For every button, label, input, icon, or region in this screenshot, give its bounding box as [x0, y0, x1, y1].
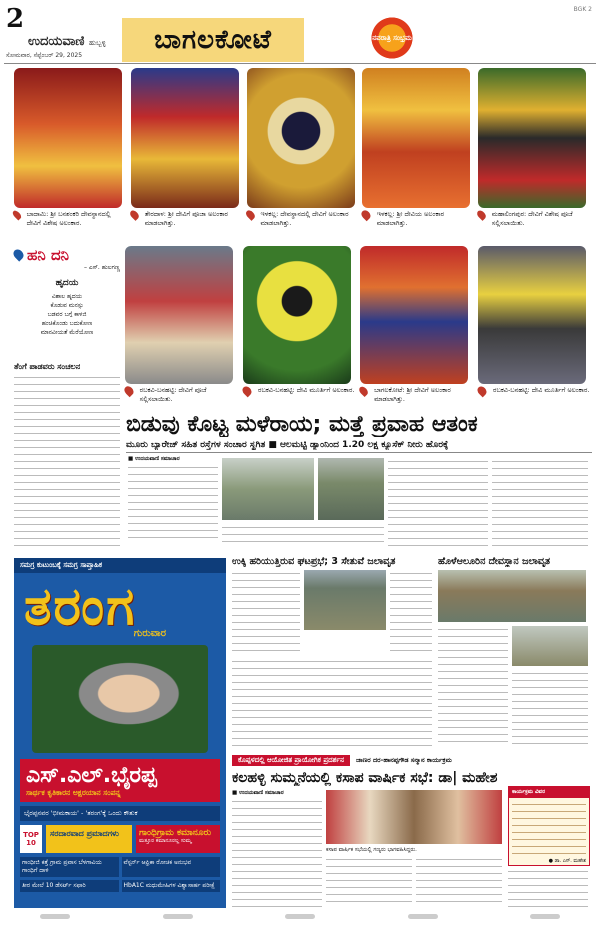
story2-col-1 [232, 570, 300, 654]
temple-photo-6 [125, 246, 233, 384]
reg-mark [40, 914, 70, 919]
ad-box-2-title: ಗಾಂಧಿಗ್ರಾಮ ಕಮಾನೂರು [139, 828, 212, 838]
main-rule [126, 452, 592, 453]
ad-name: ಎಸ್.ಎಲ್.ಭೈರಪ್ಪ [26, 763, 157, 788]
edition-sub: ಹುಬ್ಬಳ್ಳಿ [89, 39, 106, 47]
caption-text: ಮಹಾಲಿಂಗಪುರ: ದೇವಿಗೆ ವಿಶೇಷ ಪೂಜೆ ಸಲ್ಲಿಸಲಾಯಿತು. [491, 210, 573, 227]
location-pin-icon [128, 209, 140, 221]
temple-photo-8 [360, 246, 468, 384]
photo-caption-3 [247, 210, 359, 228]
story2-col-2 [232, 658, 432, 748]
bottom-col-3 [416, 856, 502, 908]
photo-caption-2 [131, 210, 243, 228]
paper-title: ಉದಯವಾಣಿ [28, 34, 85, 49]
location-pin-icon [11, 209, 22, 220]
caption-text: ಇಳಕಲ್ಲ: ದೇವಸ್ಥಾನದಲ್ಲಿ ದೇವಿಗೆ ಅಲಂಕಾರ ಮಾಡಲಾಗಿತ್ತು. [260, 210, 349, 227]
poem-line: ವಿಶಾಲ ಹೃದಯ [51, 293, 83, 300]
top10-badge: TOP 10 [20, 825, 42, 853]
ad-items [20, 857, 220, 892]
bottom-byline: ■ ಉದಯವಾಣಿ ಸಮಾಚಾರ [232, 790, 284, 796]
poem-line: ಮಾನವೀಯತೆ ಮೆರೆಯೋಣ [40, 329, 94, 336]
main-subhead: ಮೂರು ಬ್ಯಾರೇಜ್ ಸಹಿತ ರಸ್ತೆಗಳ ಸಂಚಾರ ಸ್ಥಗಿತ ■ ಆಲಮಟ್ಟಿ ಡ್ಯಾಂನಿಂದ 1.20 ಲಕ್ಷ ಕ್ಯೂಸೆಕ್ ನೀರು ಹೊರಕ್ಕೆ [126, 440, 449, 450]
poem-line: ಕೊಡುವ ಮನಸ್ಸು [50, 302, 84, 309]
location-pin-icon [123, 385, 135, 397]
reg-mark [163, 914, 193, 919]
info-box-heading: ಕಾರ್ಯಕ್ರಮ ವಿವರ [509, 787, 589, 798]
ad-boxes [20, 825, 220, 853]
paper-name [28, 34, 106, 49]
caption-text: ರಬಕವಿ-ಬನಹಟ್ಟಿ: ದೇವಿ ಮೂರ್ತಿಗೆ ಅಲಂಕಾರ. [493, 386, 590, 394]
event-photo-caption: ಕಸಾಪ ವಾರ್ಷಿಕ ಸಭೆಯಲ್ಲಿ ಗಣ್ಯರು ಭಾಗವಹಿಸಿದ್ದರು. [326, 847, 417, 853]
ad-tagline: ಸಮಗ್ರ ಕುಟುಂಬಕ್ಕೆ ಸಮಗ್ರ ಸಾಪ್ತಾಹಿಕ [14, 558, 226, 573]
main-headline: ಬಿಡುವು ಕೊಟ್ಟ ಮಳೆರಾಯ; ಮತ್ತೆ ಪ್ರವಾಹ ಆತಂಕ [126, 412, 478, 437]
ad-box-2-sub: ಮತ್ತೂರ ಕಮಾನೂರಲ್ಲ ಸುಮ್ಮ [139, 838, 192, 844]
caption-text: ತೇರದಾಳ: ಶ್ರೀ ದೇವಿಗೆ ಪೂಜಾ ಅಲಂಕಾರ ಮಾಡಲಾಗಿತ್ತು. [144, 210, 228, 227]
info-box-footer: ● ಡಾ. ಎಸ್. ಮಹೇಶ [548, 858, 586, 864]
event-left: ಕೊಪ್ಪಳದಲ್ಲಿ ಆಯೋಜಿತ ಪ್ರಾಯೋಗಿಕ ಪ್ರದರ್ಶನ [232, 755, 350, 766]
temple-flood-photo-2 [512, 626, 588, 666]
poem-body [14, 292, 120, 337]
event-photo [326, 790, 502, 844]
ad-title: ತರಂಗ [24, 577, 137, 637]
event-strip [232, 754, 588, 766]
photo-caption-6 [125, 386, 237, 404]
temple-photo-9 [478, 246, 586, 384]
reg-mark [530, 914, 560, 919]
masthead-rule [4, 63, 596, 64]
reg-mark [285, 914, 315, 919]
temple-photo-3 [247, 68, 355, 208]
story3-col-1 [438, 626, 508, 748]
photo-caption-8 [360, 386, 472, 404]
registration-marks [40, 914, 560, 920]
reg-mark [408, 914, 438, 919]
temple-photo-1 [14, 68, 122, 208]
page-number: 2 [6, 4, 25, 34]
dateline: ಸೋಮವಾರ, ಸೆಪ್ಟೆಂಬರ್ 29, 2025 [6, 52, 83, 59]
temple-photo-5 [478, 68, 586, 208]
photo-caption-9 [478, 386, 590, 396]
main-body-col-4 [492, 458, 588, 546]
river-photo [304, 570, 386, 630]
ad-box-1: ಸರದಾರವಾದ ಪ್ರಮಾದಗಳು [46, 825, 132, 853]
ad-item: HbA1C ಮಧುಮೇಹಿಗಳ ವಿಶ್ವಾಸಾರ್ಹ ಪರೀಕ್ಷೆ [122, 880, 221, 892]
main-body-col-2 [222, 524, 384, 546]
festival-badge-text: ನವರಾತ್ರಿ ಸಂಭ್ರಮ [372, 33, 412, 42]
bottom-col-2 [326, 856, 412, 908]
flood-photo-2 [318, 458, 384, 520]
ad-weekday: ಗುರುವಾರ [133, 628, 166, 639]
caption-text: ರಬಕವಿ-ಬನಹಟ್ಟಿ: ದೇವಿ ಮೂರ್ತಿಗೆ ಅಲಂಕಾರ. [258, 386, 355, 394]
ad-item: ತೀರ ಮೇಲೆ 10 ಡೆಸರ್ಟ್ ಸಫಾರಿ [20, 880, 119, 892]
ad-box-2 [136, 825, 220, 853]
bottom-headline: ಕಲಹಳ್ಳಿ ಸುಮ್ಮನೆಯಲ್ಲಿ ಕಸಾಪ ವಾರ್ಷಿಕ ಸಭೆ: ಡಾ| ಮಹೇಶ [232, 770, 498, 786]
edition-code: BGK 2 [573, 6, 592, 13]
photo-caption-5 [478, 210, 590, 228]
poem-title: ಹೃದಯ [55, 278, 79, 288]
bottom-col-1 [232, 798, 322, 908]
poem-line: ಬಡವರ ಬಗ್ಗೆ ಕಾಳಜಿ [47, 311, 87, 318]
main-body-col-3 [388, 458, 488, 546]
temple-photo-7 [243, 246, 351, 384]
info-box-body [512, 801, 586, 855]
taranga-ad [14, 558, 226, 908]
location-pin-icon [360, 209, 373, 222]
author-portrait [32, 645, 208, 753]
ad-strip: ಭೈರಪ್ಪನವರ 'ಭೀಮಕಾಯ' - 'ತರಂಗ'ಕ್ಕೆ ಒಂದು ಕೌತುಕ [20, 806, 220, 821]
ad-item: ಗಾಂಧೀಜಿ ಕತ್ತೆ ಗ್ರಾಮ ಪ್ರವಾಸ ಬೆಳಗಾವಿಯ ಗಾಂಧಿಗೆ ದಾಳಿ [20, 857, 119, 877]
story2-col-3 [390, 570, 432, 654]
story2-headline: ಉಕ್ಕಿ ಹರಿಯುತ್ತಿರುವ ಘಟಪ್ರಭೆ; 3 ಸೇತುವೆ ಜಲಾವೃತ [232, 556, 396, 567]
location-pin-icon [358, 385, 370, 397]
temple-flood-photo [438, 570, 586, 622]
info-box [508, 786, 590, 866]
location-pin-icon [244, 209, 256, 221]
caption-text: ಇಳಕಲ್ಲ: ಶ್ರೀ ದೇವಿಯ ಅಲಂಕಾರ ಮಾಡಲಾಗಿತ್ತು. [376, 210, 445, 227]
hani-dani-label: ಹನಿ ದನಿ [27, 246, 69, 264]
caption-text: ಬಾದಾಮಿ: ಶ್ರೀ ಬನಶಂಕರಿ ದೇವಸ್ಥಾನದಲ್ಲಿ ದೇವಿಗೆ ವಿಶೇಷ ಅಲಂಕಾರ. [26, 210, 111, 227]
photo-caption-7 [243, 386, 355, 396]
hani-dani-author: – ಎಸ್. ಹುಲಗಣ್ಣ [83, 264, 120, 271]
temple-photo-4 [362, 68, 470, 208]
caption-text: ರಬಕವಿ-ಬನಹಟ್ಟಿ: ದೇವಿಗೆ ಪೂಜೆ ಸಲ್ಲಿಸಲಾಯಿತು. [139, 386, 207, 403]
story3-col-2 [512, 670, 588, 748]
flood-photo-1 [222, 458, 314, 520]
photo-caption-1 [14, 210, 126, 228]
photo-caption-4 [362, 210, 474, 228]
story3-headline: ಹೊಳೆಆಲೂರಿನ ದೇವಸ್ಥಾನ ಜಲಾವೃತ [438, 556, 551, 567]
ad-name-sub: ಸಾರ್ಥಕ ಕೃತಿಕಾರನ ಅಕ್ಷರಯಾನ ಸಂಪನ್ನ [26, 788, 121, 797]
location-pin-icon [241, 385, 254, 398]
hani-dani-title [14, 246, 120, 264]
ad-item: ವೆಸ್ಟರ್ನ್ ಆಫ್ರಿಕಾ ರೋಚಕ ಅನುಭವ [122, 857, 221, 877]
city-banner: ಬಾಗಲಕೋಟೆ [122, 18, 304, 62]
sidebar-body [14, 374, 120, 552]
location-pin-icon [475, 209, 487, 221]
location-pin-icon [476, 385, 489, 398]
poem-line: ಹಂಚಿಕೊಂಡು ಬದುಕೋಣ [41, 320, 93, 327]
main-byline: ■ ಉದಯವಾಣಿ ಸಮಾಚಾರ [128, 456, 180, 462]
event-right: ಜಾಣರ ದರ-ಹಾನಪ್ಪಗೌಡ ಸನ್ಮಾನ ಕಾರ್ಯಕ್ರಮ [356, 755, 452, 764]
drop-icon [11, 247, 25, 261]
bottom-col-4 [508, 868, 588, 908]
main-body-col-1 [128, 464, 218, 544]
temple-photo-2 [131, 68, 239, 208]
hani-dani-box [14, 246, 120, 356]
sidebar-headline: ತೆಂಗೆ ಪಾಡವರು ಸಂಚಲನ [14, 362, 81, 371]
caption-text: ಬಾಗಲಕೋಟೆ: ಶ್ರೀ ದೇವಿಗೆ ಅಲಂಕಾರ ಮಾಡಲಾಗಿತ್ತು. [374, 386, 451, 403]
festival-badge [368, 14, 416, 62]
ad-name-box [20, 759, 220, 802]
